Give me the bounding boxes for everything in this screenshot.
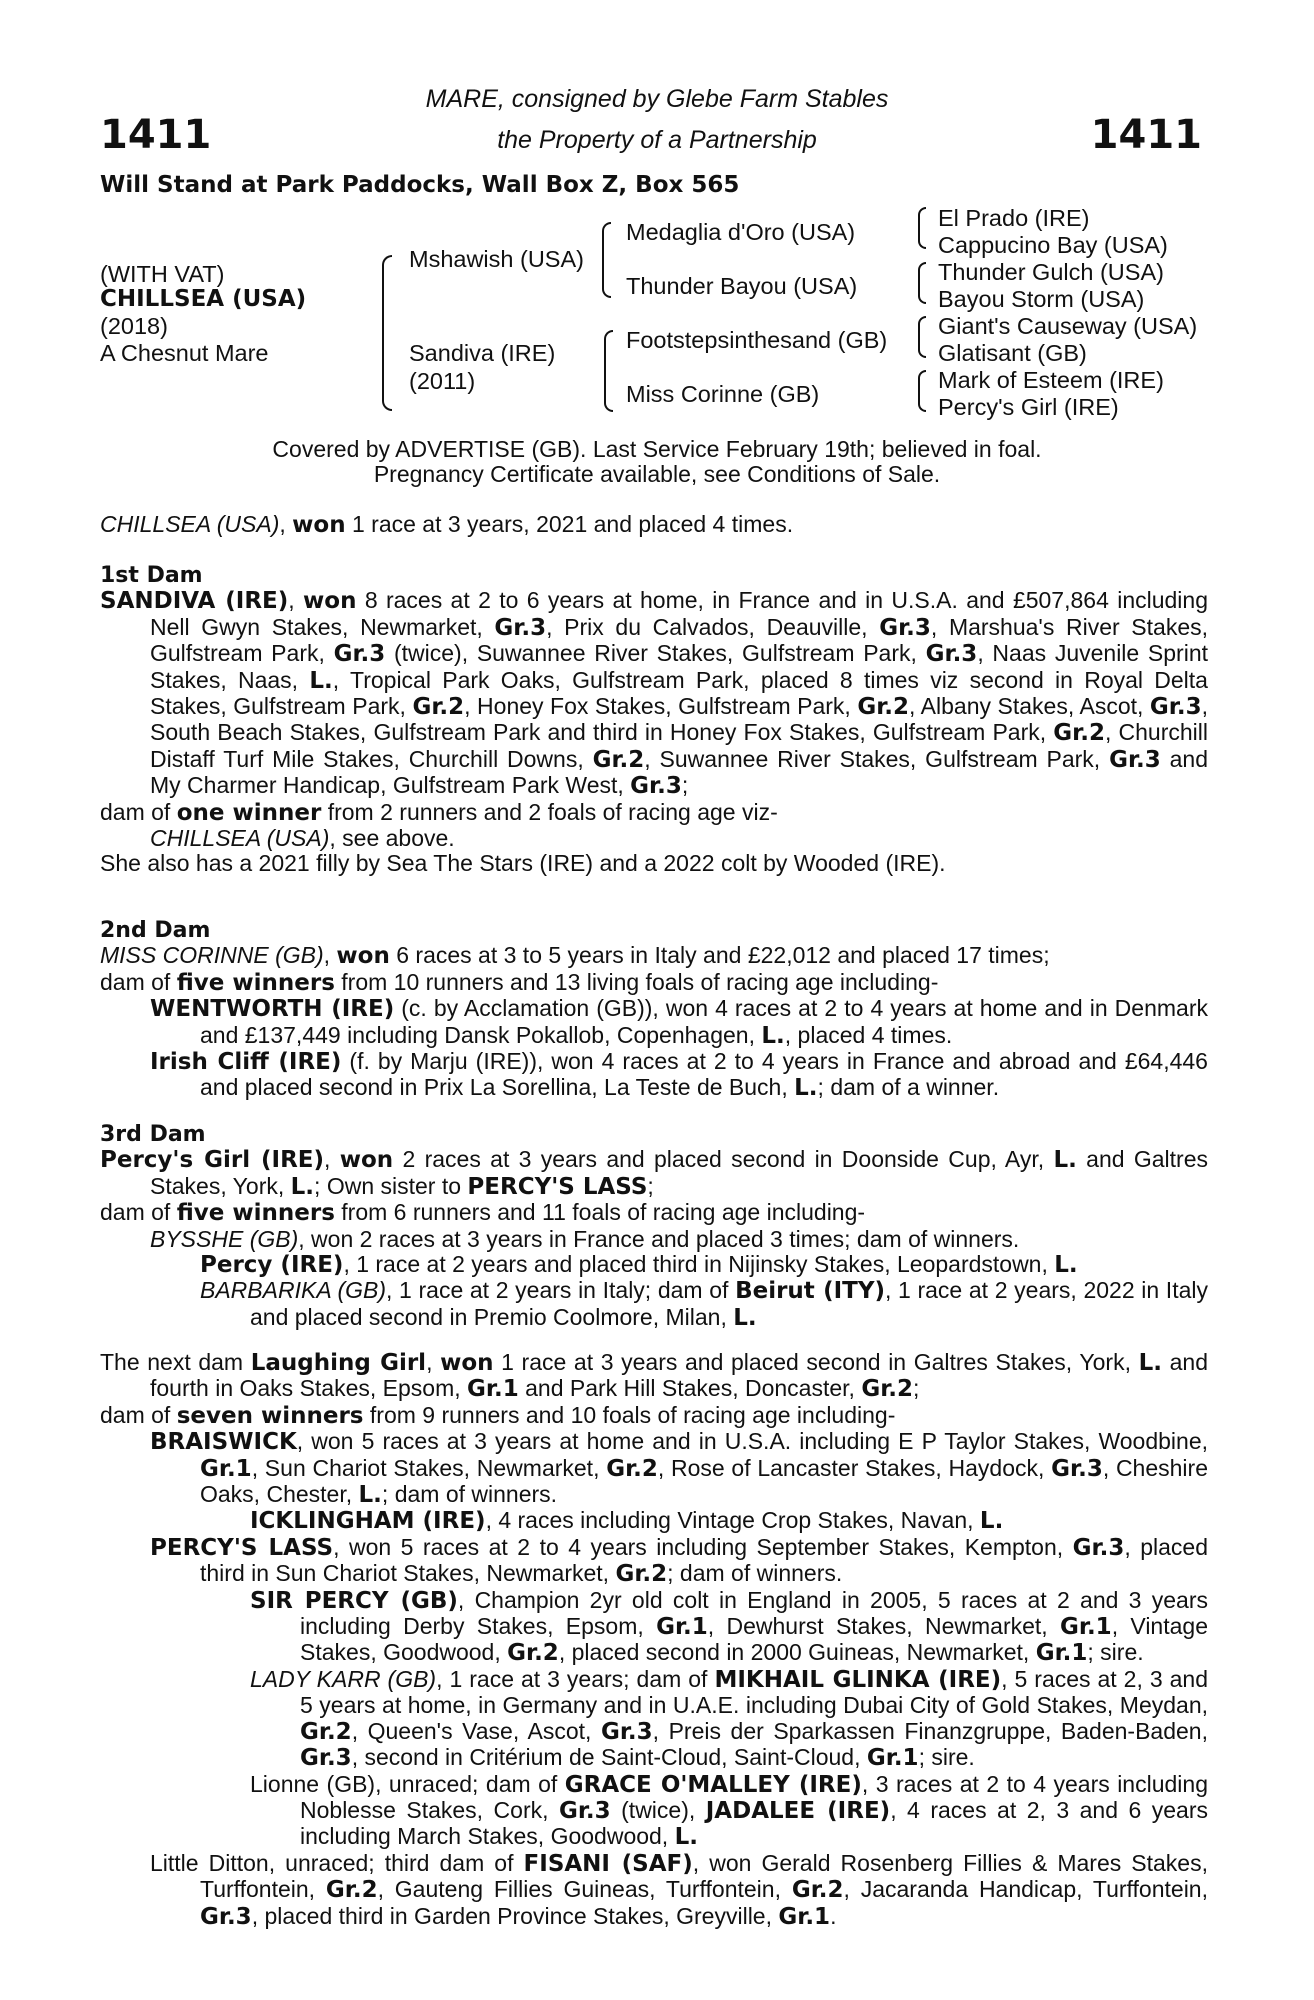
- brace-dd: [918, 370, 926, 412]
- second-dam-heading: 2nd Dam: [100, 918, 211, 943]
- sire-sire: Medaglia d'Oro (USA): [626, 219, 856, 245]
- summary-horse-name: CHILLSEA (USA): [100, 511, 280, 537]
- sire-sire-sire: El Prado (IRE): [938, 205, 1090, 231]
- third-dam-produce: dam of five winners from 6 runners and 11 foals of racing age including-: [100, 1199, 866, 1227]
- first-dam-also: She also has a 2021 filly by Sea The Stars (IRE) and a 2022 colt by Wooded (IRE).: [100, 850, 946, 877]
- pedigree-brace-dam: [604, 330, 613, 412]
- first-dam-section: [100, 563, 1208, 877]
- percys-lass-entry: PERCY'S LASS, won 5 races at 2 to 4 years including September Stakes, Kempton, Gr.3, placed third in Sun Chariot Stakes, Newmarket, Gr.2; dam of winners.: [150, 1533, 1208, 1588]
- first-dam-progeny: CHILLSEA (USA), see above.: [150, 825, 455, 852]
- third-dam-record: Percy's Girl (IRE), won 2 races at 3 years and placed second in Doonside Cup, Ayr, L. and Galtres Stakes, York, L.; Own sister to PERCY'S LASS;: [100, 1146, 1208, 1200]
- dam-name: Sandiva (IRE): [409, 340, 556, 366]
- first-dam-heading: 1st Dam: [100, 563, 203, 588]
- second-dam-record: MISS CORINNE (GB), won 6 races at 3 to 5 years in Italy and £22,012 and placed 17 times;: [100, 942, 1050, 970]
- brace-sd: [918, 262, 926, 304]
- dam-sire: Footstepsinthesand (GB): [626, 327, 888, 353]
- consignment-line: MARE, consigned by Glebe Farm Stables: [425, 85, 889, 113]
- lot-number-left: 1411: [100, 112, 212, 158]
- sire-dam-dam: Bayou Storm (USA): [938, 286, 1145, 312]
- covering-line-1: Covered by ADVERTISE (GB). Last Service February 19th; believed in foal.: [272, 436, 1042, 462]
- vat-note: (WITH VAT): [100, 261, 225, 287]
- sire-sire-dam: Cappucino Bay (USA): [938, 232, 1168, 258]
- horse-name: CHILLSEA (USA): [100, 286, 307, 312]
- irish-cliff-entry: Irish Cliff (IRE) (f. by Marju (IRE)), won 4 races at 2 to 4 years in France and abroad and £64,446 and placed second in Prix La Sorellina, La Teste de Buch, L.; dam of a winner.: [150, 1048, 1208, 1102]
- summary-rest: 1 race at 3 years, 2021 and placed 4 times.: [345, 511, 794, 537]
- wentworth-entry: WENTWORTH (IRE) (c. by Acclamation (GB)), won 4 races at 2 to 4 years at home and in Denmark and £137,449 including Dansk Pokallob, Copenhagen, L., placed 4 times.: [150, 995, 1208, 1049]
- next-dam-record: The next dam Laughing Girl, won 1 race at 3 years and placed second in Galtres Stakes, York, L. and fourth in Oaks Stakes, Epsom, Gr.1 and Park Hill Stakes, Doncaster, Gr.2;: [100, 1349, 1208, 1403]
- dam-sire-sire: Giant's Causeway (USA): [938, 313, 1198, 339]
- second-dam-produce: dam of five winners from 10 runners and 13 living foals of racing age including-: [100, 968, 939, 996]
- percy-entry: Percy (IRE), 1 race at 2 years and placed third in Nijinsky Stakes, Leopardstown, L.: [200, 1251, 1078, 1279]
- lot-number-right: 1411: [1090, 112, 1202, 158]
- pedigree-brace-main: [382, 255, 392, 411]
- dam-dam-sire: Mark of Esteem (IRE): [938, 367, 1164, 393]
- first-dam-produce: dam of one winner from 2 runners and 2 foals of racing age viz-: [100, 798, 778, 826]
- dam-sire-dam: Glatisant (GB): [938, 340, 1087, 366]
- second-dam-section: [100, 918, 1208, 1102]
- sire-dam-sire: Thunder Gulch (USA): [938, 259, 1164, 285]
- sire-name: Mshawish (USA): [409, 246, 584, 272]
- first-dam-record: SANDIVA (IRE), won 8 races at 2 to 6 years at home, in France and in U.S.A. and £507,864 including Nell Gwyn Stakes, Newmarket, Gr.3, Prix du Calvados, Deauville, Gr.3, Marshua's River Stakes, Gulfstream Park, Gr.3 (twice), Suwannee River Stakes, Gulfstream Park, Gr.3, Naas Juvenile Sprint Stakes, Naas, L., Tropical Park Oaks, Gulfstream Park, placed 8 times viz second in Royal Delta Stakes, Gulfstream Park, Gr.2, Honey Fox Stakes, Gulfstream Park, Gr.2, Albany Stakes, Ascot, Gr.3, South Beach Stakes, Gulfstream Park and third in Honey Fox Stakes, Gulfstream Park, Gr.2, Churchill Distaff Turf Mile Stakes, Churchill Downs, Gr.2, Suwannee River Stakes, Gulfstream Park, Gr.3 and My Charmer Handicap, Gulfstream Park West, Gr.3;: [100, 587, 1209, 800]
- lady-karr-entry: LADY KARR (GB), 1 race at 3 years; dam of MIKHAIL GLINKA (IRE), 5 races at 2, 3 and 5 years at home, in Germany and in U.A.E. including Dubai City of Gold Stakes, Meydan, Gr.2, Queen's Vase, Ascot, Gr.3, Preis der Sparkassen Finanzgruppe, Baden-Baden, Gr.3, second in Critérium de Saint-Cloud, Saint-Cloud, Gr.1; sire.: [250, 1665, 1209, 1772]
- icklingham-entry: ICKLINGHAM (IRE), 4 races including Vintage Crop Stakes, Navan, L.: [250, 1507, 1004, 1535]
- horse-description: A Chesnut Mare: [100, 340, 269, 366]
- next-dam-section: [100, 1350, 1208, 1930]
- dam-dam: Miss Corinne (GB): [626, 381, 820, 407]
- little-ditton-entry: Little Ditton, unraced; third dam of FISANI (SAF), won Gerald Rosenberg Fillies & Mares Stakes, Turffontein, Gr.2, Gauteng Fillies Guineas, Turffontein, Gr.2, Jacaranda Handicap, Turffontein, Gr.3, placed third in Garden Province Stakes, Greyville, Gr.1.: [150, 1849, 1208, 1930]
- property-line: the Property of a Partnership: [497, 126, 817, 154]
- next-dam-produce: dam of seven winners from 9 runners and 10 foals of racing age including-: [100, 1401, 896, 1429]
- brace-ss: [918, 207, 926, 249]
- stand-location: Will Stand at Park Paddocks, Wall Box Z, Box 565: [100, 172, 740, 198]
- dam-year: (2011): [409, 368, 476, 394]
- sir-percy-entry: SIR PERCY (GB), Champion 2yr old colt in England in 2005, 5 races at 2 and 3 years including Derby Stakes, Epsom, Gr.1, Dewhurst Stakes, Newmarket, Gr.1, Vintage Stakes, Goodwood, Gr.2, placed second in 2000 Guineas, Newmarket, Gr.1; sire.: [250, 1586, 1209, 1667]
- barbarika-entry: BARBARIKA (GB), 1 race at 2 years in Italy; dam of Beirut (ITY), 1 race at 2 years, 2022 in Italy and placed second in Premio Coolmore, Milan, L.: [200, 1277, 1208, 1331]
- bysshe-entry: BYSSHE (GB), won 2 races at 3 years in France and placed 3 times; dam of winners.: [150, 1225, 1020, 1252]
- summary-won: won: [292, 512, 346, 538]
- sire-dam: Thunder Bayou (USA): [626, 273, 858, 299]
- racing-summary: CHILLSEA (USA), won 1 race at 3 years, 2021 and placed 4 times.: [100, 511, 794, 538]
- pedigree-brace-sire: [602, 222, 611, 298]
- covering-line-2: Pregnancy Certificate available, see Conditions of Sale.: [373, 461, 941, 487]
- third-dam-section: [100, 1122, 1208, 1331]
- brace-ds: [918, 316, 926, 358]
- lionne-entry: Lionne (GB), unraced; dam of GRACE O'MALLEY (IRE), 3 races at 2 to 4 years including Noblesse Stakes, Cork, Gr.3 (twice), JADALEE (IRE), 4 races at 2, 3 and 6 years including March Stakes, Goodwood, L.: [250, 1770, 1209, 1851]
- dam-dam-dam: Percy's Girl (IRE): [938, 394, 1119, 420]
- third-dam-heading: 3rd Dam: [100, 1122, 206, 1147]
- horse-year: (2018): [100, 313, 168, 339]
- braiswick-entry: BRAISWICK, won 5 races at 3 years at home and in U.S.A. including E P Taylor Stakes, Woodbine, Gr.1, Sun Chariot Stakes, Newmarket, Gr.2, Rose of Lancaster Stakes, Haydock, Gr.3, Cheshire Oaks, Chester, L.; dam of winners.: [150, 1428, 1208, 1509]
